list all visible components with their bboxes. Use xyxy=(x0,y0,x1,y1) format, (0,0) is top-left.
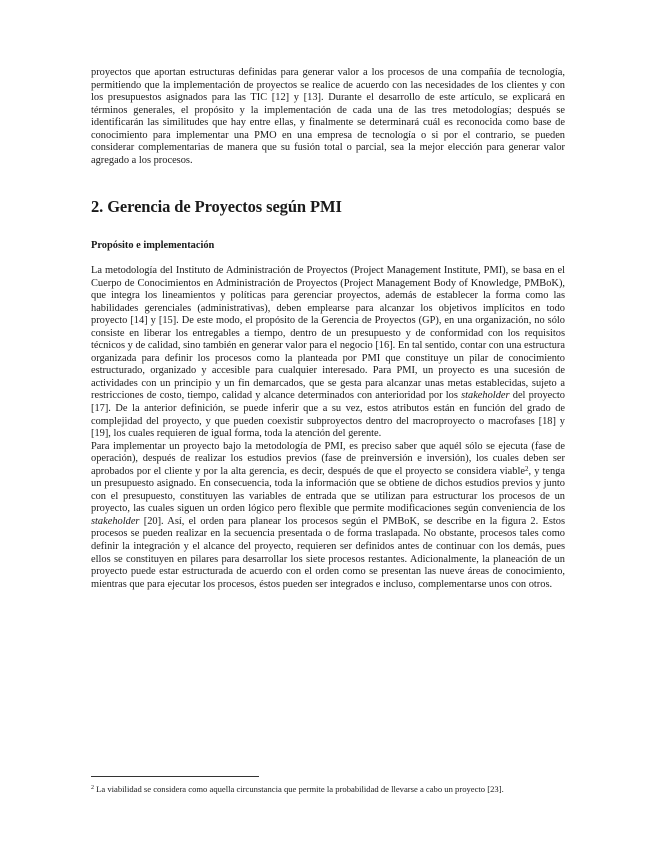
footnote-text: La viabilidad se considera como aquella circunstancia que permite la probabilidad de llevarse a cabo un proyecto [23]. xyxy=(96,784,504,794)
document-page xyxy=(91,0,565,848)
footnote xyxy=(91,784,565,794)
body-paragraph-1-text-b: del proyecto [17]. De la anterior definición, se puede inferir que a su vez, estos atributos están en función del grado de complejidad del proyecto, y que pueden coexistir subproyectos dentro del macroproyecto o macrofases [18] y [19], los cuales requieren de igual forma, toda la atención del gerente. xyxy=(91,390,565,440)
section-heading: 2. Gerencia de Proyectos según PMI xyxy=(91,197,342,216)
body-paragraph-1-text-a: La metodología del Instituto de Administración de Proyectos (Project Management Institute, PMI), se basa en el Cuerpo de Conocimientos en Administración de Proyectos (Project Management Body of Knowledge, PMBoK), que integra los lineamientos y políticas para gerenciar proyectos, además de establecer la forma como las habilidades gerenciales (administrativas), deben emplearse para alcanzar los objetivos implícitos en todo proyecto [14] y [15]. De este modo, el propósito de la Gerencia de Proyectos (GP), en una organización, no sólo consiste en liberar los entregables a tiempo, dentro de un presupuesto y de conformidad con los requisitos técnicos y de calidad, sino también en generar valor para el negocio [16]. En tal sentido, contar con una estructura organizada para definir los procesos como la planteada por PMI que constituye un pilar de conocimiento estructurado, organizado y accesible para cualquier interesado. Para PMI, un proyecto es una sucesión de actividades con un principio y un fin demarcados, que se gesta para alcanzar unas metas establecidas, sujeto a restricciones de costo, tiempo, calidad y alcance determinados con anterioridad por los xyxy=(91,265,565,402)
footnote-reference[interactable]: 2 xyxy=(524,464,529,473)
stakeholder-term: stakeholder xyxy=(461,390,510,402)
body-paragraph-2 xyxy=(91,441,565,592)
body-paragraph-2-text-a: Para implementar un proyecto bajo la metodología de PMI, es preciso saber que aquél sólo se ejecuta (fase de operación), después de realizar los estudios previos (fase de preinversión e inversión), los cuales deben ser aprobados por el cliente y por la alta gerencia, es decir, después de que el proyecto se considera viable xyxy=(91,440,565,477)
body-paragraph-1 xyxy=(91,265,565,441)
intro-paragraph: proyectos que aportan estructuras definidas para generar valor a los procesos de una compañía de tecnología, permitiendo que la implementación de proyectos se realice de acuerdo con las necesidades de los clientes y con los presupuestos asignados para las TIC [12] y [13]. Durante el desarrollo de este artículo, se explicará en términos generales, el propósito y la implementación de cada una de las tres metodologías; después se identificarán las similitudes que hay entre ellas, y finalmente se determinará cuál es reconocida como base de conocimiento para implementar una PMO en una empresa de tecnología o si por el contrario, se pueden considerar complementarias de manera que su fusión total o parcial, sea la mejor elección para generar valor agregado a los procesos. xyxy=(91,67,565,166)
body-paragraph-2-text-b: , y tenga un presupuesto asignado. En consecuencia, toda la información que se obtiene de dichos estudios previos y junto con el presupuesto, constituyen las variables de entrada que se utilizan para estructurar los procesos de un proyecto, las cuales siguen un orden lógico pero flexible que permite modificaciones según conveniencia de los xyxy=(91,465,565,515)
subsection-heading: Propósito e implementación xyxy=(91,240,215,251)
stakeholder-term: stakeholder xyxy=(91,515,140,527)
footnote-marker: 2 xyxy=(91,785,94,791)
body-paragraph-2-text-c: [20]. Así, el orden para planear los procesos según el PMBoK, se describe en la figura 2. Estos procesos se pueden realizar en la secuencia presentada o de forma traslapada. No obstante, procesos tales como definir la integración y el alcance del proyecto, requieren ser definidos antes de continuar con los demás, pues ellos se constituyen en pilares para desarrollar los siete procesos restantes. Adicionalmente, la planeación de un proyecto puede estar estructurada de acuerdo con el orden como se presentan las nueve áreas de conocimiento, mientras que para ejecutar los procesos, éstos pueden ser integrados e incluso, complementarse unos con otros. xyxy=(91,515,565,590)
footnote-divider xyxy=(91,776,259,777)
section-body xyxy=(91,265,565,591)
